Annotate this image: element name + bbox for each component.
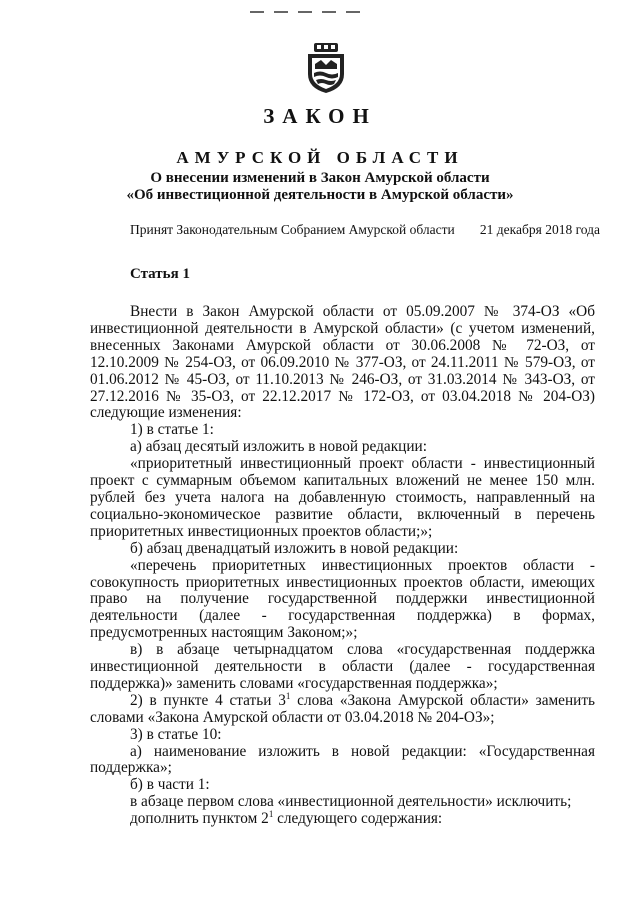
paragraph-text: 3) в статье 10: [130,725,222,743]
body-paragraph [90,541,595,558]
paragraph-text: б) абзац двенадцатый изложить в новой редакции: [130,539,459,557]
adoption-label: Принят Законодательным Собранием Амурской области [130,222,455,237]
article-body [90,304,595,828]
paragraph-text: в абзаце первом слова «инвестиционной деятельности» исключить; [130,793,572,811]
paragraph-text-tail: следующего содержания: [273,810,443,828]
page-top-marks [250,0,400,4]
paragraph-text-tail: слова «Закона Амурской области» заменить словами «Закона Амурской области от 03.04.2018 № 204-ОЗ»; [90,691,595,726]
region-name: АМУРСКОЙ ОБЛАСТИ [176,148,464,167]
superscript: 1 [285,690,291,701]
document-title: ЗАКОН [263,104,377,128]
body-paragraph [90,811,595,828]
body-paragraph [90,690,595,727]
coat-of-arms-icon [303,42,349,94]
adoption-line [130,222,600,238]
article-title: Статья 1 [130,266,190,282]
paragraph-text: Внести в Закон Амурской области от 05.09.2007 № 374-ОЗ «Об инвестиционной деятельности в Амурской области» (с учетом изменений, внесенных Законами Амурской области от 30.06.2008 № 72-ОЗ, от 12.10.2009 № 254-ОЗ, от 06.09.2010 № 377-ОЗ, от 24.11.2011 № 579-ОЗ, от 01.06.2012 № 45-ОЗ, от 11.10.2013 № 246-ОЗ, от 31.03.2014 № 343-ОЗ, от 27.12.2016 № 35-ОЗ, от 22.12.2017 № 172-ОЗ, от 03.04.2018 № 204-ОЗ) следующие изменения: [90,303,595,422]
paragraph-text: 2) в пункте 4 статьи 3 [130,691,286,709]
body-paragraph [90,456,595,541]
body-paragraph [90,642,595,693]
subtitle-line-1: О внесении изменений в Закон Амурской области [150,170,490,186]
paragraph-text: 1) в статье 1: [130,421,214,439]
body-paragraph [90,422,595,439]
paragraph-text: «перечень приоритетных инвестиционных проектов области - совокупность приоритетных инвестиционных проектов области, имеющих право на получение государственной поддержки инвестиционной деятельности (далее - государственная поддержка) в формах, предусмотренных настоящим Законом;»; [90,556,595,642]
paragraph-text: а) абзац десятый изложить в новой редакции: [130,438,427,456]
paragraph-text: в) в абзаце четырнадцатом слова «государственная поддержка инвестиционной деятельности в области (далее - государственная поддержка)» заменить словами «государственная поддержка»; [90,641,595,692]
body-paragraph [90,439,595,456]
body-paragraph [90,777,595,794]
body-paragraph [90,727,595,744]
body-paragraph [90,558,595,643]
body-paragraph [90,744,595,778]
superscript: 1 [268,809,274,820]
subtitle-line-2: «Об инвестиционной деятельности в Амурской области» [126,187,514,203]
adoption-date: 21 декабря 2018 года [479,222,600,237]
law-subtitle [0,170,640,204]
body-paragraph [90,304,595,422]
paragraph-text: б) в части 1: [130,776,210,794]
paragraph-text: а) наименование изложить в новой редакции: «Государственная поддержка»; [90,742,595,777]
paragraph-text: «приоритетный инвестиционный проект области - инвестиционный проект с суммарным объемом капитальных вложений не менее 150 млн. рублей без учета налога на добавленную стоимость, направленный на социально-экономическое развитие области, включенный в перечень приоритетных инвестиционных проектов области;»; [90,455,595,540]
body-paragraph [90,794,595,811]
paragraph-text: дополнить пунктом 2 [130,810,269,828]
